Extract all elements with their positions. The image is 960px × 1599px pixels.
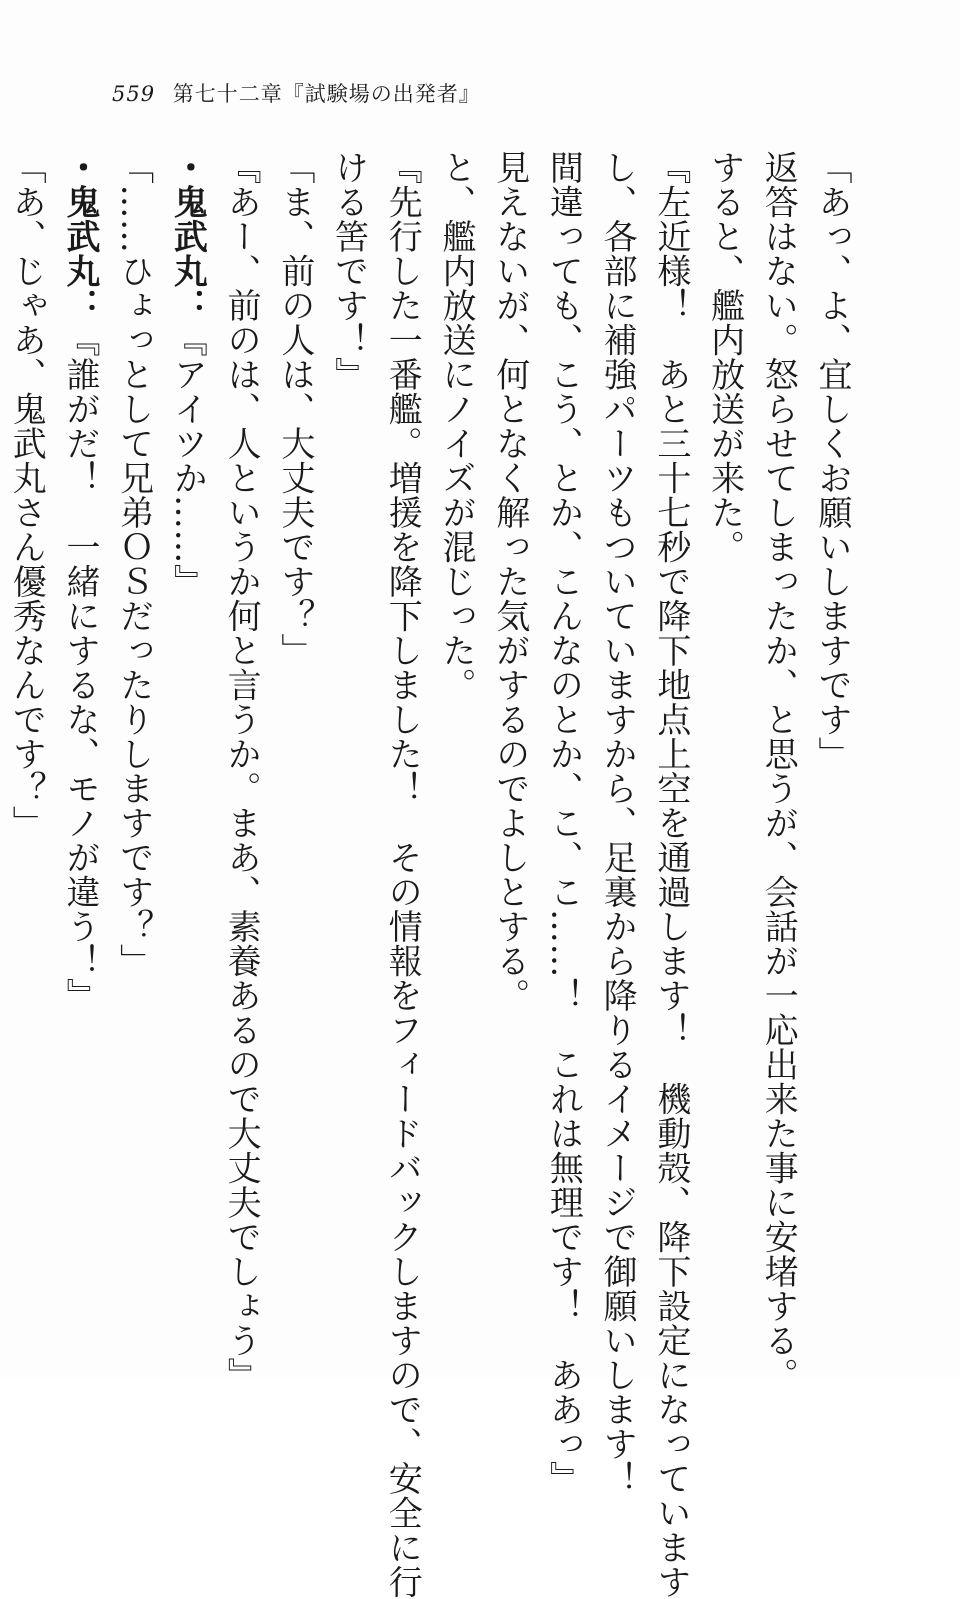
text-line: 「ま、前の人は、大丈夫です？」 [274,150,315,668]
chapter-title: 第七十二章『試験場の出発者』 [172,82,481,106]
text-line: 「あっ、よ、宜しくお願いしますです」 [812,150,852,771]
text-line: し、各部に補強パーツもついていますから、足裏から降りるイメージで御願いします！ [597,150,638,1496]
text-line: ける筈です！』 [328,150,369,392]
dialogue-text: 『誰がだ！ 一緒にするな、モノが違う！』 [59,322,100,1013]
text-line: 『先行した一番艦。増援を降下しました！ その情報をフィードバックしますので、安全に行 [382,150,423,1599]
page-number: 559 [112,82,156,106]
speaker-label: ・鬼武丸： [167,150,208,323]
body-text [6,150,858,1599]
text-line: 『左近様！ あと三十七秒で降下地点上空を通過します！ 機動殻、降下設定になっています [650,150,691,1599]
dialogue-line [52,150,106,1290]
dialogue-line [106,150,160,1290]
dialogue-text: 『アイツか……』 [167,322,208,599]
text-line: 『あー、前のは、人というか何と言うか。まあ、素養あるので大丈夫でしょう』 [221,150,262,1392]
text-line: すると、艦内放送が来た。 [704,150,745,564]
text-line: 間違っても、こう、とか、こんなのとか、こ、こ……！ これは無理です！ ああっ』 [543,150,584,1496]
running-head [112,78,481,108]
text-line: 返答はない。怒らせてしまったか、と思うが、会話が一応出来た事に安堵する。 [758,150,799,1392]
dialogue-text: 「あ、じゃあ、鬼武丸さん優秀なんです？」 [6,150,47,840]
dialogue-text: 「……ひょっとして兄弟ＯＳだったりしますです？」 [113,150,154,978]
text-line: と、艦内放送にノイズが混じった。 [435,150,476,702]
dialogue-line [160,150,214,1290]
speaker-label: ・鬼武丸： [59,150,100,323]
text-line: 見えないが、何となく解った気がするのでよしとする。 [489,150,530,1013]
dialogue-line [0,150,52,1290]
